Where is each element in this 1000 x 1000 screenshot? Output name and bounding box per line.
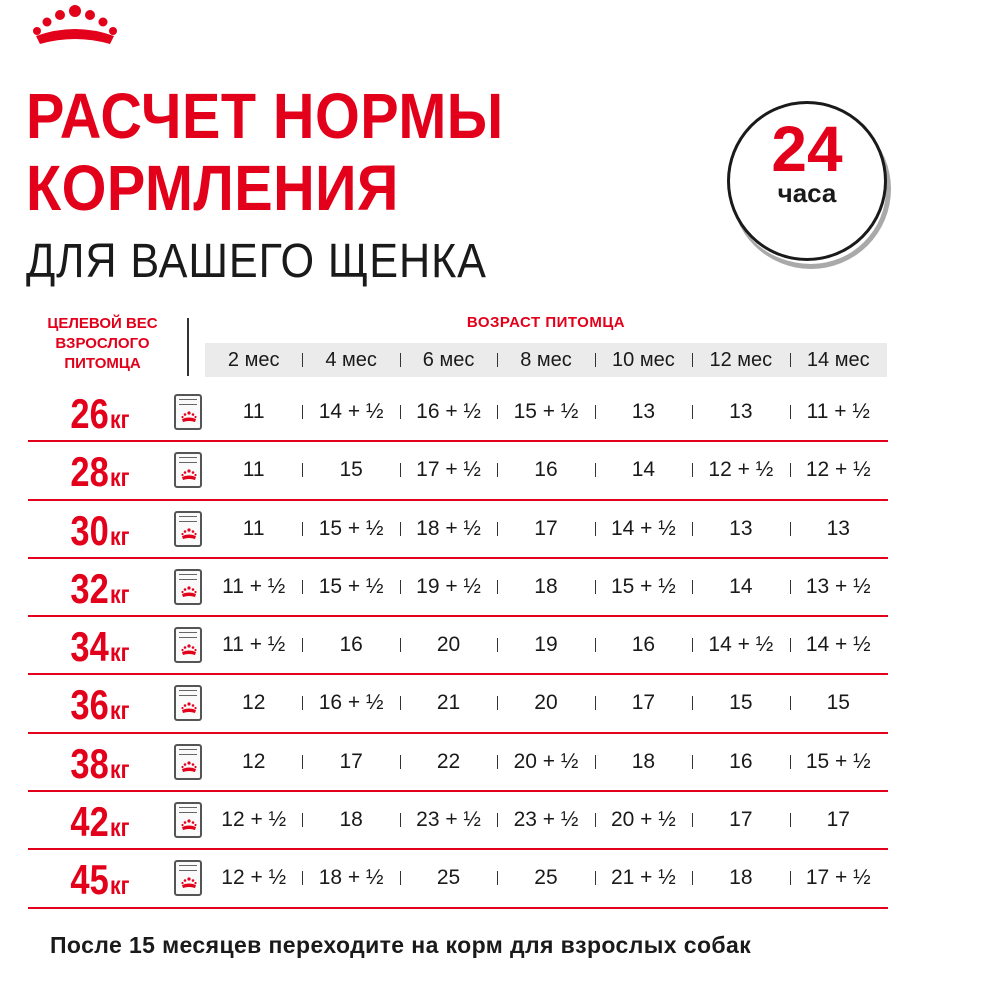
table-cell: 14 bbox=[692, 559, 789, 615]
table-cell: 12 bbox=[242, 749, 266, 773]
crown-logo-icon bbox=[30, 4, 120, 48]
weight-label bbox=[28, 390, 168, 438]
weight-label bbox=[28, 507, 168, 555]
table-cell: 16 + ½ bbox=[302, 675, 399, 731]
row-values bbox=[205, 617, 887, 673]
table-cell: 14 + ½ bbox=[595, 501, 692, 557]
weight-label bbox=[28, 448, 168, 496]
row-values bbox=[205, 501, 887, 557]
table-cell: 16 + ½ bbox=[400, 384, 497, 440]
age-header-cell: 6 мес bbox=[400, 343, 497, 377]
row-values bbox=[205, 792, 887, 848]
row-values bbox=[205, 442, 887, 498]
table-cell: 12 + ½ bbox=[692, 442, 789, 498]
food-pouch-icon bbox=[174, 860, 202, 896]
table-cell: 11 bbox=[242, 516, 265, 540]
food-pouch-icon bbox=[174, 569, 202, 605]
footer-note: После 15 месяцев переходите на корм для взрослых собак bbox=[50, 932, 752, 958]
weight-label bbox=[28, 798, 168, 846]
table-cell: 15 + ½ bbox=[302, 559, 399, 615]
table-cell: 23 + ½ bbox=[497, 792, 594, 848]
badge-unit: часа bbox=[777, 178, 837, 208]
table-cell: 12 + ½ bbox=[221, 808, 287, 832]
feeding-table bbox=[28, 384, 888, 909]
title-line-1: РАСЧЕТ НОРМЫ bbox=[26, 80, 504, 152]
table-cell: 15 + ½ bbox=[497, 384, 594, 440]
table-cell: 16 bbox=[692, 734, 789, 790]
age-header-cell: 8 мес bbox=[497, 343, 594, 377]
weight-unit: кг bbox=[109, 578, 130, 609]
table-cell: 20 bbox=[497, 675, 594, 731]
table-cell: 11 + ½ bbox=[790, 384, 887, 440]
table-row bbox=[28, 442, 888, 500]
table-cell: 15 bbox=[302, 442, 399, 498]
table-cell: 18 bbox=[595, 734, 692, 790]
table-cell: 12 + ½ bbox=[790, 442, 887, 498]
age-column-header: ВОЗРАСТ ПИТОМЦА bbox=[466, 314, 626, 331]
row-values bbox=[205, 734, 887, 790]
table-cell: 17 bbox=[790, 792, 887, 848]
weight-value: 36 bbox=[70, 681, 110, 729]
table-cell: 12 + ½ bbox=[221, 866, 287, 890]
age-header-cell: 2 мес bbox=[227, 348, 280, 371]
food-pouch-icon bbox=[174, 802, 202, 838]
title-line-2: КОРМЛЕНИЯ bbox=[26, 152, 399, 224]
table-cell: 15 + ½ bbox=[595, 559, 692, 615]
badge-number: 24 bbox=[771, 113, 843, 185]
table-row bbox=[28, 501, 888, 559]
table-cell: 11 bbox=[242, 400, 265, 423]
table-cell: 22 bbox=[400, 734, 497, 790]
age-header-bar bbox=[205, 343, 887, 377]
table-cell: 14 bbox=[595, 442, 692, 498]
table-cell: 25 bbox=[497, 850, 594, 906]
food-pouch-icon bbox=[174, 627, 202, 663]
table-cell: 16 bbox=[595, 617, 692, 673]
weight-column-header bbox=[30, 314, 175, 374]
table-cell: 17 + ½ bbox=[790, 850, 887, 906]
weight-header-line: ПИТОМЦА bbox=[64, 355, 141, 372]
row-values bbox=[205, 384, 887, 440]
weight-unit: кг bbox=[109, 404, 130, 434]
table-cell: 11 + ½ bbox=[222, 633, 286, 657]
table-cell: 13 bbox=[692, 501, 789, 557]
food-pouch-icon bbox=[174, 511, 202, 547]
table-cell: 18 + ½ bbox=[400, 501, 497, 557]
weight-label bbox=[28, 856, 168, 904]
table-cell: 23 + ½ bbox=[400, 792, 497, 848]
table-row bbox=[28, 675, 888, 733]
weight-value: 28 bbox=[70, 448, 110, 496]
weight-unit: кг bbox=[109, 870, 130, 901]
table-cell: 20 bbox=[400, 617, 497, 673]
page-subtitle: ДЛЯ ВАШЕГО ЩЕНКА bbox=[26, 235, 487, 288]
table-cell: 13 bbox=[595, 384, 692, 440]
table-cell: 12 bbox=[242, 691, 266, 715]
age-header-cell: 12 мес bbox=[692, 343, 789, 377]
weight-unit: кг bbox=[109, 462, 130, 493]
table-row bbox=[28, 559, 888, 617]
header-divider bbox=[187, 318, 189, 376]
table-cell: 19 + ½ bbox=[400, 559, 497, 615]
weight-label bbox=[28, 623, 168, 671]
table-cell: 11 + ½ bbox=[222, 574, 286, 598]
table-cell: 13 bbox=[692, 384, 789, 440]
food-pouch-icon bbox=[174, 452, 202, 488]
weight-unit: кг bbox=[109, 753, 130, 784]
weight-value: 32 bbox=[70, 564, 110, 612]
weight-label bbox=[28, 681, 168, 729]
weight-value: 34 bbox=[70, 623, 110, 671]
24-hours-badge bbox=[727, 101, 887, 261]
weight-value: 42 bbox=[70, 798, 110, 846]
table-row bbox=[28, 850, 888, 908]
table-row bbox=[28, 617, 888, 675]
weight-unit: кг bbox=[109, 695, 130, 726]
table-cell: 13 bbox=[790, 501, 887, 557]
table-cell: 15 + ½ bbox=[790, 734, 887, 790]
table-cell: 17 + ½ bbox=[400, 442, 497, 498]
table-cell: 15 + ½ bbox=[302, 501, 399, 557]
food-pouch-icon bbox=[174, 744, 202, 780]
weight-header-line: ЦЕЛЕВОЙ ВЕС bbox=[47, 315, 158, 332]
age-header-cell: 14 мес bbox=[790, 343, 887, 377]
row-values bbox=[205, 850, 887, 906]
weight-value: 45 bbox=[70, 856, 110, 904]
weight-value: 30 bbox=[70, 506, 110, 554]
table-cell: 20 + ½ bbox=[497, 734, 594, 790]
table-cell: 11 bbox=[242, 458, 265, 482]
weight-header-line: ВЗРОСЛОГО bbox=[55, 335, 150, 352]
table-cell: 18 bbox=[302, 792, 399, 848]
table-row bbox=[28, 734, 888, 792]
food-pouch-icon bbox=[174, 685, 202, 721]
table-cell: 14 + ½ bbox=[692, 617, 789, 673]
table-cell: 17 bbox=[302, 734, 399, 790]
table-cell: 16 bbox=[497, 442, 594, 498]
table-cell: 17 bbox=[595, 675, 692, 731]
table-cell: 16 bbox=[302, 617, 399, 673]
table-cell: 18 + ½ bbox=[302, 850, 399, 906]
age-header-cell: 10 мес bbox=[595, 343, 692, 377]
table-cell: 15 bbox=[692, 675, 789, 731]
weight-unit: кг bbox=[109, 637, 130, 668]
row-values bbox=[205, 559, 887, 615]
table-cell: 17 bbox=[692, 792, 789, 848]
table-cell: 19 bbox=[497, 617, 594, 673]
table-cell: 14 + ½ bbox=[790, 617, 887, 673]
table-cell: 21 + ½ bbox=[595, 850, 692, 906]
age-header-cell: 4 мес bbox=[302, 343, 399, 377]
weight-unit: кг bbox=[109, 520, 130, 551]
table-cell: 18 bbox=[692, 850, 789, 906]
table-cell: 21 bbox=[400, 675, 497, 731]
table-row bbox=[28, 384, 888, 442]
table-cell: 20 + ½ bbox=[595, 792, 692, 848]
weight-label bbox=[28, 740, 168, 788]
table-cell: 18 bbox=[497, 559, 594, 615]
row-values bbox=[205, 675, 887, 731]
weight-unit: кг bbox=[109, 812, 130, 843]
table-cell: 25 bbox=[400, 850, 497, 906]
weight-value: 26 bbox=[70, 390, 110, 437]
table-cell: 13 + ½ bbox=[790, 559, 887, 615]
weight-value: 38 bbox=[70, 739, 110, 787]
table-cell: 14 + ½ bbox=[302, 384, 399, 440]
table-row bbox=[28, 792, 888, 850]
weight-label bbox=[28, 565, 168, 613]
table-cell: 15 bbox=[790, 675, 887, 731]
page-title bbox=[26, 80, 557, 224]
table-cell: 17 bbox=[497, 501, 594, 557]
food-pouch-icon bbox=[174, 394, 202, 430]
